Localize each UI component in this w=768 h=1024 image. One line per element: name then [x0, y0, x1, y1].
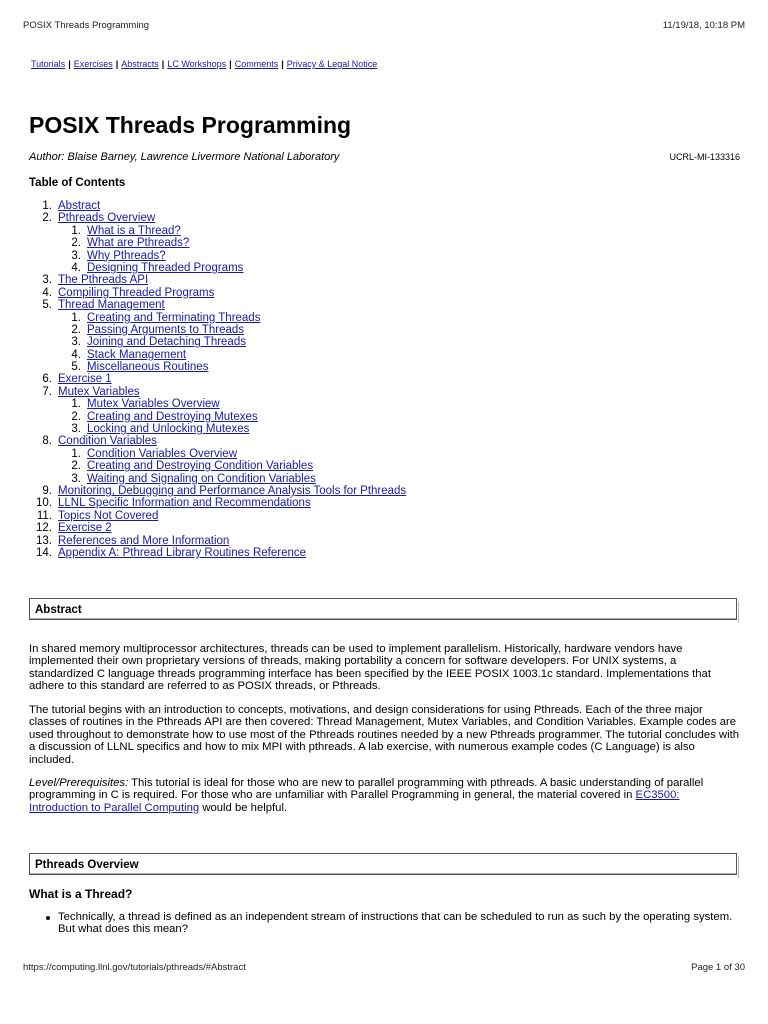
- print-footer-page: Page 1 of 30: [691, 962, 745, 973]
- toc-link[interactable]: Stack Management: [87, 348, 187, 361]
- toc-item-number: 3.: [71, 423, 81, 436]
- toc-item-number: 5.: [42, 299, 52, 312]
- toc-item-number: 8.: [42, 435, 52, 448]
- toc-item-number: 3.: [42, 274, 52, 287]
- print-header-datetime: 11/19/18, 10:18 PM: [662, 20, 745, 31]
- list-item: Technically, a thread is defined as an independent stream of instructions that can be scheduled to run as such by the operating system. But what does this mean?: [58, 911, 740, 936]
- nav-link-exercises[interactable]: Exercises: [73, 59, 113, 69]
- toc-link[interactable]: Why Pthreads?: [87, 249, 166, 262]
- top-nav: [31, 59, 377, 69]
- toc-item-number: 1.: [71, 447, 81, 460]
- toc-item-number: 6.: [42, 373, 52, 386]
- toc-link[interactable]: The Pthreads API: [58, 274, 149, 287]
- nav-link-abstracts[interactable]: Abstracts: [121, 59, 159, 69]
- toc-link[interactable]: Condition Variables: [58, 435, 157, 448]
- toc-link[interactable]: Joining and Detaching Threads: [87, 336, 246, 349]
- toc-link[interactable]: Appendix A: Pthread Library Routines Reference: [58, 546, 307, 559]
- toc-link[interactable]: Compiling Threaded Programs: [58, 286, 215, 299]
- toc-item-number: 1.: [71, 311, 81, 324]
- toc-item-number: 3.: [71, 472, 81, 485]
- nav-link-tutorials[interactable]: Tutorials: [31, 59, 66, 69]
- nav-separator: |: [281, 59, 284, 69]
- toc-link[interactable]: Topics Not Covered: [58, 509, 159, 522]
- toc-link[interactable]: Creating and Destroying Condition Variables: [87, 460, 314, 473]
- print-footer-url: https://computing.llnl.gov/tutorials/pthreads/#Abstract: [23, 962, 246, 973]
- pthreads-overview-heading: Pthreads Overview: [29, 853, 737, 875]
- toc-item-number: 2.: [71, 410, 81, 423]
- toc-item-number: 2.: [71, 237, 81, 250]
- toc-link[interactable]: Pthreads Overview: [58, 212, 156, 225]
- page-title: POSIX Threads Programming: [29, 112, 352, 138]
- toc-item-number: 4.: [71, 348, 81, 361]
- toc-item-number: 3.: [71, 336, 81, 349]
- prerequisites-end: would be helpful.: [199, 801, 288, 814]
- what-is-thread-heading: What is a Thread?: [29, 887, 133, 901]
- toc-link[interactable]: LLNL Specific Information and Recommendations: [58, 497, 311, 510]
- toc-link[interactable]: Exercise 2: [58, 522, 112, 535]
- nav-separator: |: [115, 59, 119, 69]
- toc-link[interactable]: Mutex Variables: [58, 385, 140, 398]
- toc-link[interactable]: Abstract: [58, 200, 101, 212]
- toc-link[interactable]: Waiting and Signaling on Condition Variables: [87, 472, 316, 485]
- toc-link[interactable]: Passing Arguments to Threads: [87, 323, 245, 336]
- abstract-heading: Abstract: [29, 598, 737, 620]
- abstract-paragraph-2: The tutorial begins with an introduction to concepts, motivations, and design considerations for using Pthreads. Each of the three major classes of routines in the Pthreads API are then covered: Thread Management, Mutex Variables, and Condition Variables. Example codes are used throughout to demonstrate how to use most of the Pthreads routines needed by a new Pthreads programmer. The tutorial concludes with a discussion of LLNL specifics and how to mix MPI with pthreads. A lab exercise, with numerous example codes (C Language) is also included.: [29, 704, 740, 766]
- document-id: UCRL-MI-133316: [669, 152, 740, 162]
- nav-separator: |: [229, 59, 232, 69]
- toc-item-number: 9.: [42, 484, 52, 497]
- toc-item-number: 10.: [36, 497, 52, 510]
- toc-item-number: 1.: [71, 224, 81, 237]
- toc-heading: Table of Contents: [29, 177, 126, 189]
- nav-separator: |: [161, 59, 165, 69]
- nav-separator: |: [68, 59, 71, 69]
- toc-link[interactable]: Locking and Unlocking Mutexes: [87, 423, 250, 436]
- toc-item-number: 7.: [42, 385, 52, 398]
- ec3500-link[interactable]: EC3500: Introduction to Parallel Computing: [29, 789, 680, 814]
- toc-item-number: 4.: [71, 261, 81, 274]
- toc-item-number: 3.: [71, 249, 81, 262]
- author-line: Author: Blaise Barney, Lawrence Livermore National Laboratory: [29, 151, 340, 163]
- toc-item-number: 2.: [71, 323, 81, 336]
- toc-item-number: 13.: [36, 534, 52, 547]
- toc-item-number: 14.: [36, 546, 52, 559]
- toc-link[interactable]: Creating and Destroying Mutexes: [87, 410, 258, 423]
- abstract-paragraph-3: [29, 777, 741, 814]
- nav-link-lc-workshops[interactable]: LC Workshops: [167, 59, 227, 69]
- abstract-paragraph-1: In shared memory multiprocessor architectures, threads can be used to implement parallelism. Historically, hardware vendors have implemented their own proprietary versions of threads, making portability a concern for software developers. For UNIX systems, a standardized C language threads programming interface has been specified by the IEEE POSIX 1003.1c standard. Implementations that adhere to this standard are referred to as POSIX threads, or Pthreads.: [29, 643, 711, 693]
- toc-item-number: 5.: [71, 361, 81, 374]
- toc-link[interactable]: Mutex Variables Overview: [87, 398, 220, 411]
- nav-link-privacy[interactable]: Privacy & Legal Notice: [286, 59, 378, 69]
- toc-link[interactable]: Miscellaneous Routines: [87, 361, 209, 374]
- toc-link[interactable]: Creating and Terminating Threads: [87, 311, 261, 324]
- toc-item-number: 1.: [42, 200, 52, 212]
- toc-item-number: 4.: [42, 286, 52, 299]
- toc-link[interactable]: Condition Variables Overview: [87, 447, 237, 460]
- toc-link[interactable]: Designing Threaded Programs: [87, 261, 244, 274]
- toc-item-number: 11.: [36, 509, 52, 522]
- toc-link[interactable]: What is a Thread?: [87, 224, 181, 237]
- prerequisites-label: Level/Prerequisites:: [29, 777, 129, 789]
- toc-link[interactable]: Monitoring, Debugging and Performance Analysis Tools for Pthreads: [58, 484, 407, 497]
- toc-item-number: 2.: [71, 460, 81, 473]
- toc-link[interactable]: What are Pthreads?: [87, 237, 190, 250]
- toc-item-number: 1.: [71, 398, 81, 411]
- toc-link[interactable]: Thread Management: [58, 299, 165, 312]
- prerequisites-text: This tutorial is ideal for those who are new to parallel programming with pthreads. A basic understanding of parallel programming in C is required. For those who are unfamiliar with Parallel Programming in general, the material covered in: [29, 777, 704, 802]
- toc-item-number: 2.: [42, 212, 52, 225]
- print-header-title: POSIX Threads Programming: [23, 20, 150, 31]
- toc-link[interactable]: References and More Information: [58, 534, 230, 547]
- nav-link-comments[interactable]: Comments: [234, 59, 279, 69]
- toc-link[interactable]: Exercise 1: [58, 373, 112, 386]
- toc-item-number: 12.: [36, 522, 52, 535]
